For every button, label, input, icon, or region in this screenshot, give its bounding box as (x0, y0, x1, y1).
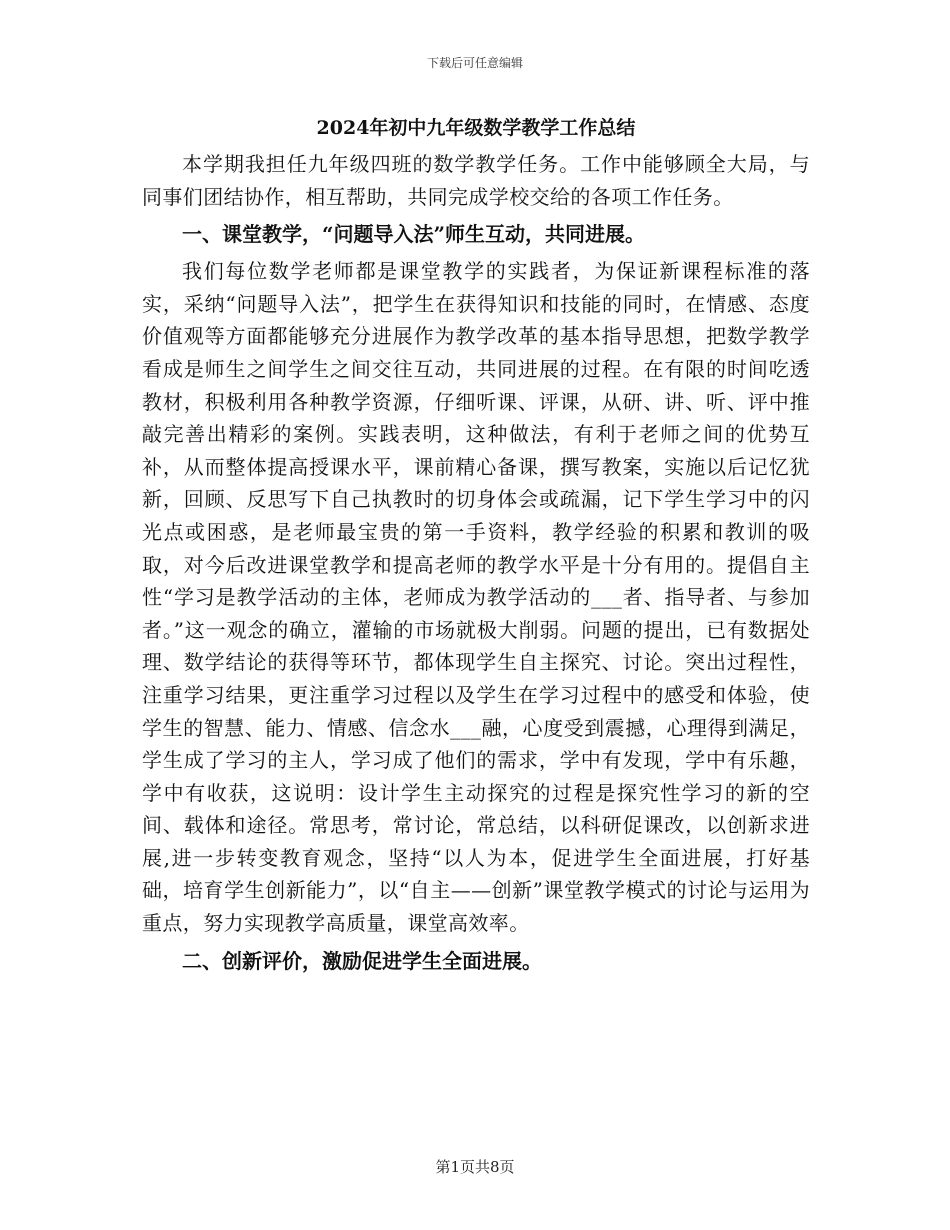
document-title: 2024年初中九年级数学教学工作总结 (316, 117, 636, 139)
section-2-heading: 二、创新评价，激励促进学生全面进展。 (182, 948, 542, 973)
section-1-heading: 一、课堂教学，“问题导入法”师生互动，共同进展。 (182, 222, 646, 247)
intro-paragraph: 本学期我担任九年级四班的数学教学任务。工作中能够顾全大局，与同事们团结协作，相互帮助，共同完成学校交给的各项工作任务。 (142, 152, 810, 209)
header-note: 下载后可任意编辑 (426, 56, 523, 70)
page-footer: 第1页共8页 (435, 1158, 515, 1176)
document-body (142, 114, 810, 982)
section-1-paragraph: 我们每位数学老师都是课堂教学的实践者，为保证新课程标准的落实，采纳“问题导入法”，把学生在获得知识和技能的同时，在情感、态度价值观等方面都能够充分进展作为教学改革的基本指导思想，把数学教学看成是师生之间学生之间交往互动，共同进展的过程。在有限的时间吃透教材，积极利用各种教学资源，仔细听课、评课，从研、讲、听、评中推敲完善出精彩的案例。实践表明，这种做法，有利于老师之间的优势互补，从而整体提高授课水平，课前精心备课，撰写教案，实施以后记忆犹新，回顾、反思写下自己执教时的切身体会或疏漏，记下学生学习中的闪光点或困惑，是老师最宝贵的第一手资料，教学经验的积累和教训的吸取，对今后改进课堂教学和提高老师的教学水平是十分有用的。提倡自主性“学习是教学活动的主体，老师成为教学活动的___者、指导者、与参加者。”这一观念的确立，灌输的市场就极大削弱。问题的提出，已有数据处理、数学结论的获得等环节，都体现学生自主探究、讨论。突出过程性，注重学习结果，更注重学习过程以及学生在学习过程中的感受和体验，使学生的智慧、能力、情感、信念水___融，心度受到震撼，心理得到满足，学生成了学习的主人，学习成了他们的需求，学中有发现，学中有乐趣，学中有收获，这说明：设计学生主动探究的过程是探究性学习的新的空间、载体和途径。常思考，常讨论，常总结，以科研促课改，以创新求进展,进一步转变教育观念，坚持“以人为本，促进学生全面进展，打好基础，培育学生创新能力”，以“自主——创新”课堂教学模式的讨论与运用为重点，努力实现教学高质量，课堂高效率。 (142, 259, 810, 936)
